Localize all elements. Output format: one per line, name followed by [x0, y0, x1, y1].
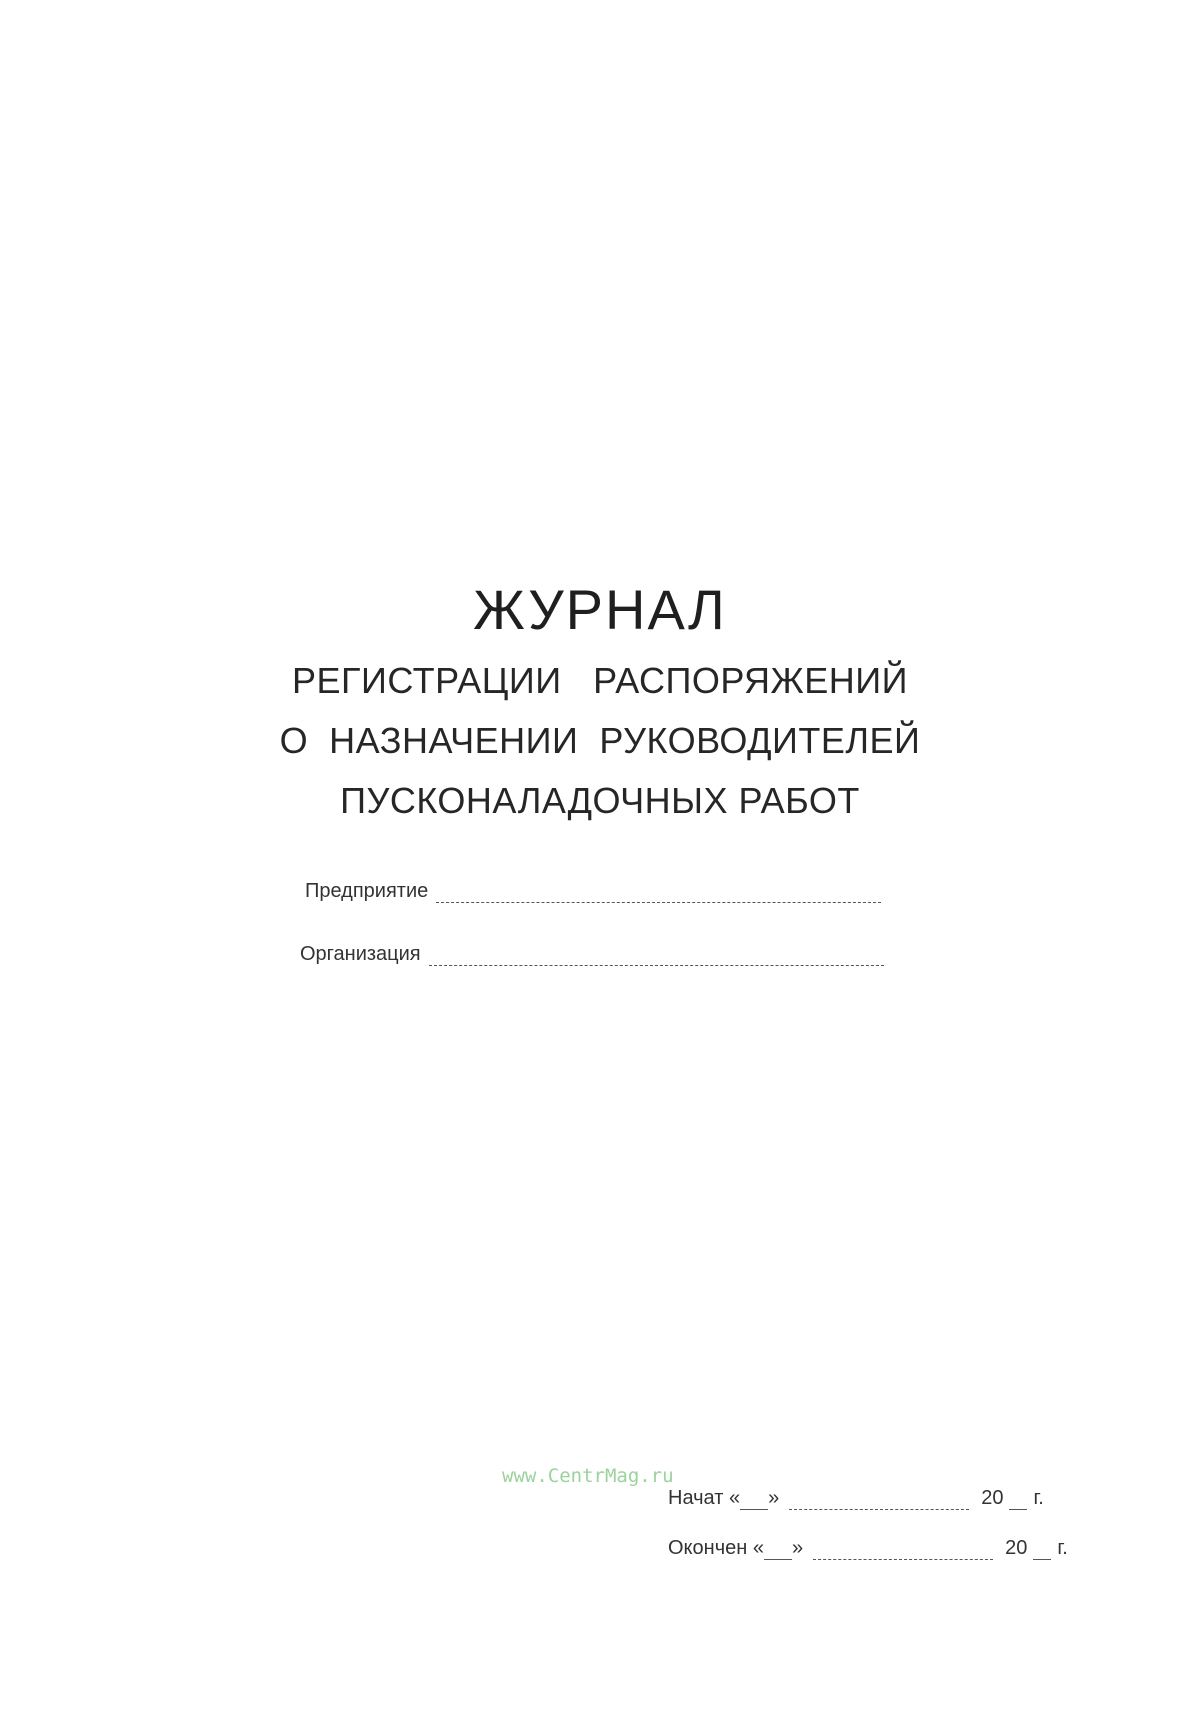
finished-month-blank	[813, 1543, 993, 1560]
finished-quote-close: »	[791, 1537, 804, 1559]
finished-day-blank	[764, 1543, 792, 1560]
journal-title: ЖУРНАЛ	[473, 578, 727, 641]
finished-year-prefix: 20	[1005, 1537, 1028, 1559]
started-month-blank	[789, 1493, 969, 1510]
enterprise-blank-line	[436, 886, 881, 903]
started-year-blank	[1009, 1493, 1027, 1510]
organization-label: Организация	[300, 943, 421, 965]
finished-label: Окончен «	[668, 1537, 764, 1559]
started-quote-close: »	[768, 1487, 780, 1509]
title-block	[0, 575, 1200, 831]
finished-year-blank	[1033, 1543, 1051, 1560]
watermark: www.CentrMag.ru	[502, 1465, 674, 1487]
subtitle-line-2: О НАЗНАЧЕНИИ РУКОВОДИТЕЛЕЙ	[279, 720, 921, 761]
enterprise-label: Предприятие	[305, 880, 429, 902]
started-year-prefix: 20	[981, 1487, 1004, 1509]
organization-field-row	[300, 943, 884, 966]
started-date-row	[668, 1487, 1044, 1510]
started-year-suffix: г.	[1033, 1487, 1044, 1509]
started-label: Начат «	[668, 1487, 741, 1509]
subtitle-line-1: РЕГИСТРАЦИИ РАСПОРЯЖЕНИЙ	[291, 660, 909, 701]
finished-date-row	[668, 1537, 1068, 1560]
enterprise-field-row	[305, 880, 881, 903]
organization-blank-line	[429, 949, 884, 966]
started-day-blank	[740, 1493, 768, 1510]
finished-year-suffix: г.	[1057, 1537, 1068, 1559]
subtitle-line-3: ПУСКОНАЛАДОЧНЫХ РАБОТ	[340, 780, 860, 821]
